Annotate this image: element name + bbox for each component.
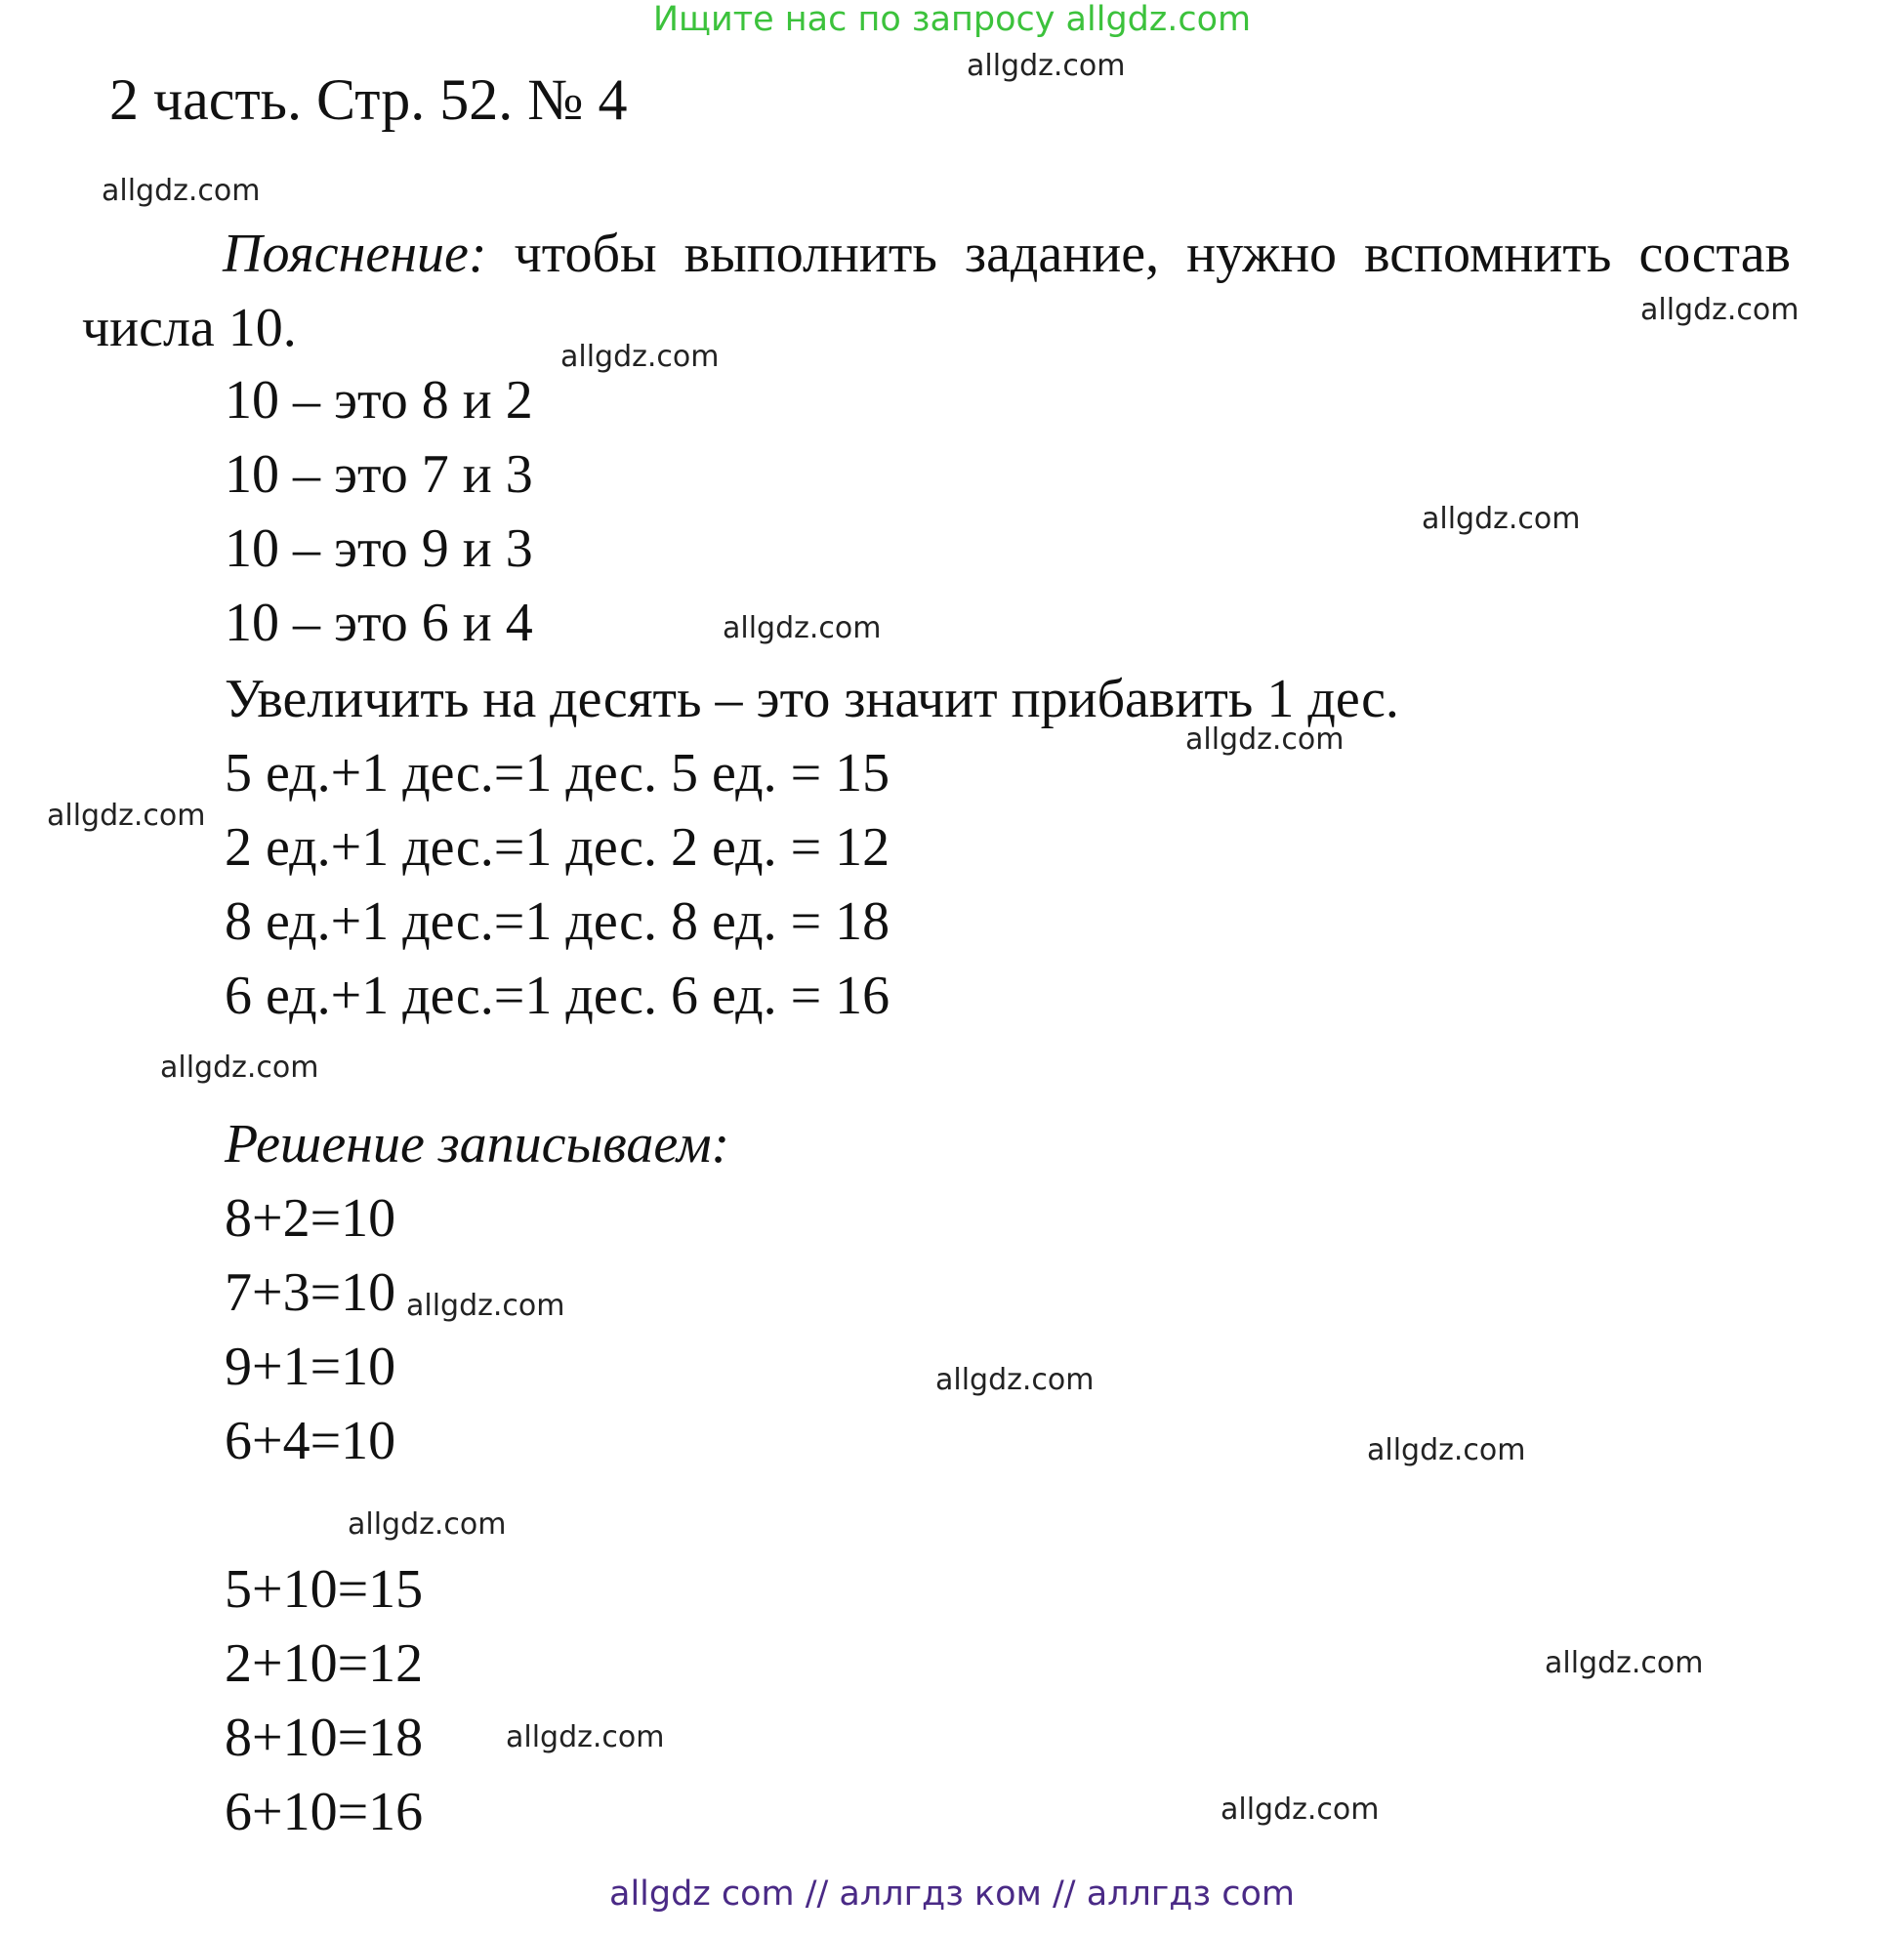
page-title: 2 часть. Стр. 52. № 4 xyxy=(109,67,628,132)
watermark: allgdz.com xyxy=(1422,502,1581,536)
explanation-label: Пояснение: xyxy=(223,224,487,284)
solution-line: 6+4=10 xyxy=(225,1411,396,1471)
solution-line: 8+10=18 xyxy=(225,1708,424,1768)
composition-line: 10 – это 7 и 3 xyxy=(225,444,533,505)
solution-line: 5+10=15 xyxy=(225,1559,424,1620)
units-line: 6 ед.+1 дес.=1 дес. 6 ед. = 16 xyxy=(225,966,890,1026)
watermark: allgdz.com xyxy=(102,174,261,208)
composition-line: 10 – это 6 и 4 xyxy=(225,593,533,653)
composition-line: 10 – это 8 и 2 xyxy=(225,370,533,431)
rule-text: Увеличить на десять – это значит прибавить 1 дес. xyxy=(225,669,1399,729)
solution-line: 9+1=10 xyxy=(225,1337,396,1397)
units-line: 5 ед.+1 дес.=1 дес. 5 ед. = 15 xyxy=(225,743,890,804)
solution-line: 2+10=12 xyxy=(225,1633,424,1694)
solution-line: 8+2=10 xyxy=(225,1188,396,1249)
watermark: allgdz.com xyxy=(1640,293,1800,327)
composition-line: 10 – это 9 и 3 xyxy=(225,518,533,579)
watermark: allgdz.com xyxy=(348,1507,507,1542)
watermark: allgdz.com xyxy=(1221,1793,1380,1827)
top-banner: Ищите нас по запросу allgdz.com xyxy=(652,0,1252,39)
watermark: allgdz.com xyxy=(406,1289,565,1323)
units-line: 2 ед.+1 дес.=1 дес. 2 ед. = 12 xyxy=(225,817,890,878)
explanation-text: чтобы выполнить задание, нужно вспомнить состав числа 10. xyxy=(82,224,1791,358)
watermark: allgdz.com xyxy=(935,1363,1095,1397)
watermark: allgdz.com xyxy=(967,49,1126,83)
watermark: allgdz.com xyxy=(506,1720,665,1754)
watermark: allgdz.com xyxy=(1545,1646,1704,1680)
watermark: allgdz.com xyxy=(723,611,882,645)
watermark: allgdz.com xyxy=(1367,1433,1526,1467)
watermark: allgdz.com xyxy=(1185,722,1345,757)
watermark: allgdz.com xyxy=(560,340,720,374)
explanation-paragraph xyxy=(82,217,1791,365)
watermark: allgdz.com xyxy=(47,799,206,833)
solution-label: Решение записываем: xyxy=(225,1114,730,1175)
solution-line: 7+3=10 xyxy=(225,1262,396,1323)
watermark: allgdz.com xyxy=(160,1051,319,1085)
footer-links: allgdz com // аллгдз ком // аллгдз com xyxy=(609,1875,1295,1914)
units-line: 8 ед.+1 дес.=1 дес. 8 ед. = 18 xyxy=(225,891,890,952)
solution-line: 6+10=16 xyxy=(225,1782,424,1842)
